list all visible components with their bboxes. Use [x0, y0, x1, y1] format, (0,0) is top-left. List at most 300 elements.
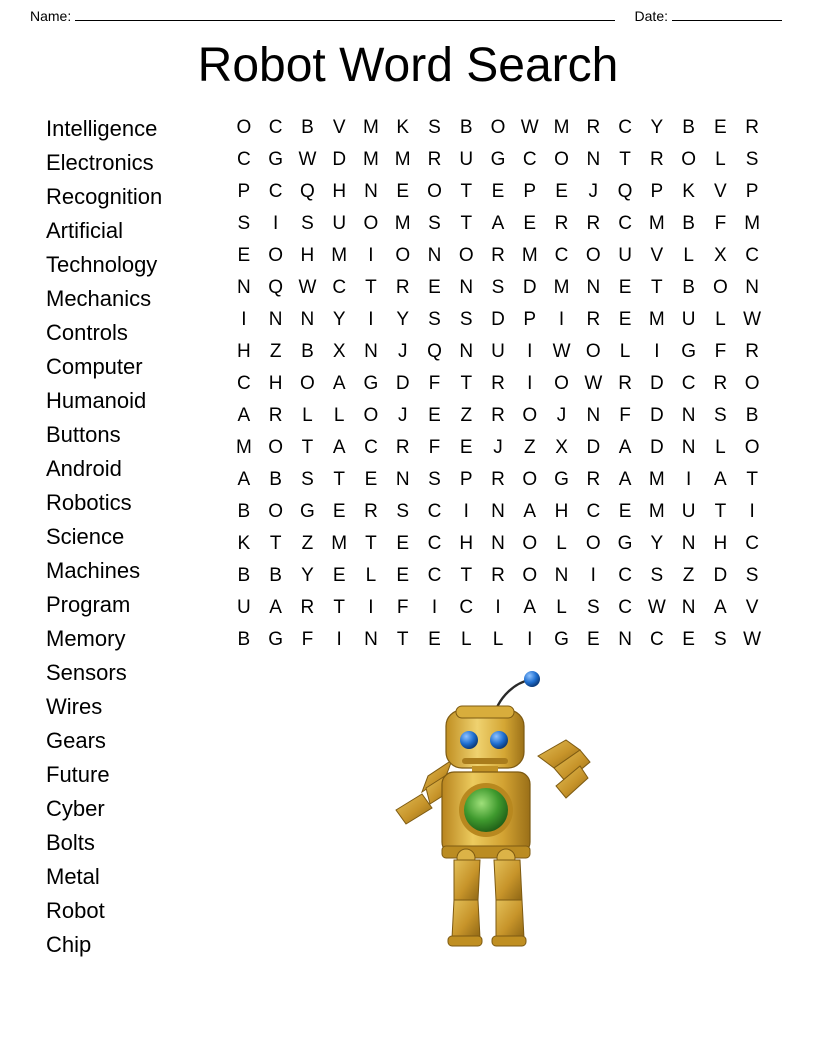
- grid-cell[interactable]: L: [460, 629, 472, 650]
- grid-cell[interactable]: D: [491, 309, 505, 330]
- grid-cell[interactable]: B: [269, 565, 282, 586]
- grid-cell[interactable]: D: [522, 277, 537, 298]
- grid-cell[interactable]: N: [681, 405, 696, 426]
- date-write-line[interactable]: [672, 20, 782, 21]
- grid-cell[interactable]: C: [745, 245, 759, 266]
- grid-cell[interactable]: V: [650, 245, 664, 266]
- grid-cell[interactable]: S: [301, 213, 314, 234]
- grid-cell[interactable]: C: [618, 117, 632, 138]
- grid-cell[interactable]: E: [364, 469, 378, 490]
- grid-cell[interactable]: O: [522, 533, 538, 554]
- grid-cell[interactable]: O: [458, 245, 474, 266]
- grid-cell[interactable]: Z: [269, 341, 282, 362]
- grid-cell[interactable]: P: [237, 181, 251, 202]
- grid-cell[interactable]: W: [584, 373, 603, 394]
- grid-cell[interactable]: E: [523, 213, 537, 234]
- grid-cell[interactable]: L: [302, 405, 313, 426]
- grid-cell[interactable]: H: [713, 533, 728, 554]
- grid-cell[interactable]: C: [364, 437, 378, 458]
- grid-cell[interactable]: S: [714, 405, 727, 426]
- grid-cell[interactable]: A: [269, 597, 282, 618]
- grid-cell[interactable]: S: [491, 277, 505, 298]
- grid-cell[interactable]: M: [648, 501, 665, 522]
- grid-cell[interactable]: P: [523, 181, 537, 202]
- grid-cell[interactable]: R: [745, 117, 759, 138]
- grid-cell[interactable]: E: [618, 501, 632, 522]
- word-list-item: Artificial: [46, 218, 124, 243]
- grid-cell[interactable]: Q: [300, 181, 315, 202]
- grid-cell[interactable]: B: [237, 565, 251, 586]
- grid-cell[interactable]: N: [364, 341, 378, 362]
- grid-cell[interactable]: V: [332, 117, 346, 138]
- grid-cell[interactable]: U: [491, 341, 505, 362]
- grid-cell[interactable]: L: [715, 309, 726, 330]
- grid-cell[interactable]: W: [298, 277, 317, 298]
- grid-cell[interactable]: I: [590, 565, 596, 586]
- grid-cell[interactable]: U: [681, 309, 696, 330]
- grid-cell[interactable]: M: [363, 117, 379, 138]
- grid-cell[interactable]: Q: [268, 277, 284, 298]
- grid-cell[interactable]: R: [364, 501, 378, 522]
- grid-cell[interactable]: O: [300, 373, 315, 394]
- grid-cell[interactable]: V: [714, 181, 727, 202]
- grid-cell[interactable]: J: [588, 181, 599, 202]
- grid-cell[interactable]: L: [619, 341, 631, 362]
- grid-cell[interactable]: O: [363, 405, 379, 426]
- grid-row: [228, 304, 768, 336]
- grid-cell[interactable]: E: [428, 629, 441, 650]
- grid-cell[interactable]: G: [363, 373, 379, 394]
- grid-cell[interactable]: O: [585, 533, 601, 554]
- grid-cell[interactable]: O: [268, 437, 284, 458]
- grid-cell[interactable]: C: [618, 565, 632, 586]
- grid-cell[interactable]: O: [585, 245, 601, 266]
- word-list-item: Robot: [46, 898, 105, 923]
- grid-cell[interactable]: A: [237, 469, 251, 490]
- grid-cell[interactable]: T: [619, 149, 631, 170]
- grid-cell[interactable]: T: [269, 533, 282, 554]
- grid-cell[interactable]: C: [332, 277, 347, 298]
- grid-cell[interactable]: E: [332, 565, 346, 586]
- grid-cell[interactable]: P: [459, 469, 473, 490]
- grid-cell[interactable]: B: [745, 405, 759, 426]
- grid-cell[interactable]: X: [555, 437, 568, 458]
- grid-cell[interactable]: Z: [301, 533, 314, 554]
- grid-cell[interactable]: R: [300, 597, 315, 618]
- grid-cell[interactable]: Z: [523, 437, 536, 458]
- grid-cell[interactable]: O: [712, 277, 728, 298]
- grid-cell[interactable]: B: [459, 117, 473, 138]
- grid-cell[interactable]: S: [745, 565, 759, 586]
- grid-cell[interactable]: C: [268, 117, 283, 138]
- grid-cell[interactable]: R: [491, 373, 505, 394]
- grid-cell[interactable]: I: [431, 597, 438, 618]
- grid-cell[interactable]: A: [332, 373, 346, 394]
- grid-cell[interactable]: W: [520, 117, 539, 138]
- grid-cell[interactable]: M: [648, 309, 665, 330]
- grid-cell[interactable]: L: [333, 405, 345, 426]
- grid-cell[interactable]: R: [491, 469, 505, 490]
- grid-cell[interactable]: X: [332, 341, 346, 362]
- grid-cell[interactable]: S: [428, 469, 441, 490]
- grid-cell[interactable]: K: [682, 181, 695, 202]
- grid-cell[interactable]: H: [459, 533, 474, 554]
- grid-cell[interactable]: O: [585, 341, 601, 362]
- grid-cell[interactable]: C: [586, 501, 601, 522]
- grid-cell[interactable]: C: [237, 149, 251, 170]
- grid-cell[interactable]: E: [459, 437, 473, 458]
- grid-cell[interactable]: I: [654, 341, 660, 362]
- grid-cell[interactable]: M: [648, 213, 665, 234]
- grid-cell[interactable]: L: [715, 149, 726, 170]
- grid-cell[interactable]: B: [682, 213, 695, 234]
- grid-cell[interactable]: L: [715, 437, 726, 458]
- grid-cell[interactable]: M: [331, 533, 348, 554]
- grid-cell[interactable]: U: [618, 245, 632, 266]
- grid-cell[interactable]: E: [491, 181, 505, 202]
- grid-cell[interactable]: O: [744, 373, 760, 394]
- grid-cell[interactable]: A: [618, 469, 632, 490]
- grid-cell[interactable]: I: [527, 373, 533, 394]
- grid-cell[interactable]: N: [459, 277, 474, 298]
- grid-cell[interactable]: F: [619, 405, 631, 426]
- grid-cell[interactable]: N: [427, 245, 442, 266]
- word-list-item: Controls: [46, 320, 128, 345]
- grid-cell[interactable]: J: [397, 341, 408, 362]
- grid-cell[interactable]: C: [745, 533, 759, 554]
- grid-cell[interactable]: I: [527, 629, 533, 650]
- grid-cell[interactable]: T: [365, 277, 377, 298]
- grid-cell[interactable]: E: [237, 245, 251, 266]
- grid-cell[interactable]: I: [527, 341, 533, 362]
- grid-cell[interactable]: G: [617, 533, 633, 554]
- grid-cell[interactable]: F: [396, 597, 409, 618]
- grid-cell[interactable]: W: [743, 309, 762, 330]
- grid-cell[interactable]: O: [363, 213, 379, 234]
- grid-cell[interactable]: O: [236, 117, 252, 138]
- grid-cell[interactable]: B: [301, 341, 314, 362]
- grid-cell[interactable]: T: [746, 469, 758, 490]
- grid-cell[interactable]: A: [714, 597, 727, 618]
- grid-cell[interactable]: M: [648, 469, 665, 490]
- grid-cell[interactable]: G: [490, 149, 506, 170]
- grid-cell[interactable]: J: [397, 405, 408, 426]
- grid-cell[interactable]: G: [268, 629, 284, 650]
- grid-cell[interactable]: U: [332, 213, 347, 234]
- grid-cell[interactable]: G: [554, 469, 569, 490]
- grid-cell[interactable]: Y: [650, 533, 664, 554]
- grid-cell[interactable]: C: [268, 181, 283, 202]
- grid-cell[interactable]: N: [681, 597, 696, 618]
- grid-cell[interactable]: M: [363, 149, 379, 170]
- grid-cell[interactable]: C: [649, 629, 664, 650]
- grid-cell[interactable]: I: [463, 501, 469, 522]
- name-write-line[interactable]: [75, 20, 614, 21]
- grid-cell[interactable]: R: [713, 373, 728, 394]
- grid-cell[interactable]: M: [744, 213, 761, 234]
- grid-cell[interactable]: S: [745, 149, 759, 170]
- grid-cell[interactable]: N: [237, 277, 251, 298]
- grid-cell[interactable]: L: [556, 533, 567, 554]
- grid-cell[interactable]: H: [237, 341, 251, 362]
- grid-cell[interactable]: O: [522, 405, 538, 426]
- grid-cell[interactable]: T: [651, 277, 663, 298]
- grid-cell[interactable]: R: [618, 373, 632, 394]
- grid-cell[interactable]: J: [493, 437, 503, 458]
- grid-cell[interactable]: E: [396, 565, 410, 586]
- grid-cell[interactable]: N: [681, 533, 696, 554]
- grid-cell[interactable]: L: [556, 597, 567, 618]
- name-date-row: [30, 2, 786, 24]
- grid-cell[interactable]: M: [521, 245, 538, 266]
- grid-cell[interactable]: E: [428, 277, 441, 298]
- grid-cell[interactable]: R: [649, 149, 664, 170]
- grid-cell[interactable]: I: [495, 597, 501, 618]
- grid-cell[interactable]: C: [681, 373, 696, 394]
- grid-cell[interactable]: T: [460, 565, 473, 586]
- grid-cell[interactable]: O: [268, 245, 284, 266]
- grid-cell[interactable]: C: [459, 597, 474, 618]
- grid-cell[interactable]: T: [333, 469, 345, 490]
- grid-cell[interactable]: D: [332, 149, 347, 170]
- grid-cell[interactable]: W: [743, 629, 762, 650]
- grid-cell[interactable]: S: [237, 213, 251, 234]
- grid-cell[interactable]: E: [396, 181, 410, 202]
- grid-cell[interactable]: D: [649, 405, 664, 426]
- grid-cell[interactable]: W: [647, 597, 666, 618]
- grid-cell[interactable]: E: [396, 533, 410, 554]
- grid-cell[interactable]: I: [368, 245, 374, 266]
- grid-cell[interactable]: U: [459, 149, 474, 170]
- word-list-item: Bolts: [46, 830, 95, 855]
- grid-cell[interactable]: B: [237, 501, 251, 522]
- grid-cell[interactable]: I: [273, 213, 279, 234]
- grid-cell[interactable]: R: [586, 469, 601, 490]
- grid-cell[interactable]: I: [336, 629, 342, 650]
- grid-cell[interactable]: N: [586, 277, 601, 298]
- grid-cell[interactable]: I: [749, 501, 755, 522]
- grid-cell[interactable]: H: [300, 245, 315, 266]
- grid-cell[interactable]: I: [241, 309, 247, 330]
- grid-cell[interactable]: N: [681, 437, 696, 458]
- grid-cell[interactable]: T: [333, 597, 345, 618]
- grid-cell[interactable]: D: [649, 373, 664, 394]
- grid-cell[interactable]: N: [491, 501, 505, 522]
- grid-cell[interactable]: M: [394, 213, 411, 234]
- grid-cell[interactable]: A: [491, 213, 505, 234]
- grid-cell[interactable]: R: [491, 565, 505, 586]
- grid-cell[interactable]: Q: [427, 341, 442, 362]
- grid-cell[interactable]: A: [332, 437, 346, 458]
- grid-cell[interactable]: C: [554, 245, 569, 266]
- grid-cell[interactable]: B: [269, 469, 282, 490]
- grid-cell[interactable]: F: [714, 341, 727, 362]
- grid-cell[interactable]: N: [745, 277, 759, 298]
- grid-cell[interactable]: E: [714, 117, 727, 138]
- grid-cell[interactable]: Y: [332, 309, 346, 330]
- grid-cell[interactable]: G: [681, 341, 696, 362]
- grid-cell[interactable]: Z: [682, 565, 695, 586]
- grid-cell[interactable]: A: [714, 469, 727, 490]
- grid-cell[interactable]: H: [268, 373, 283, 394]
- grid-cell[interactable]: C: [618, 213, 632, 234]
- grid-cell[interactable]: O: [744, 437, 760, 458]
- grid-cell[interactable]: S: [714, 629, 727, 650]
- grid-cell[interactable]: A: [523, 501, 537, 522]
- grid-cell[interactable]: I: [685, 469, 692, 490]
- grid-cell[interactable]: O: [554, 373, 569, 394]
- grid-cell[interactable]: O: [395, 245, 411, 266]
- grid-cell[interactable]: L: [492, 629, 504, 650]
- grid-cell[interactable]: O: [554, 149, 569, 170]
- grid-cell[interactable]: E: [555, 181, 568, 202]
- grid-cell[interactable]: I: [558, 309, 565, 330]
- grid-cell[interactable]: N: [586, 405, 601, 426]
- grid-cell[interactable]: R: [586, 309, 601, 330]
- grid-cell[interactable]: O: [681, 149, 696, 170]
- grid-cell[interactable]: F: [714, 213, 727, 234]
- grid-cell[interactable]: O: [490, 117, 506, 138]
- grid-cell[interactable]: N: [618, 629, 632, 650]
- grid-cell[interactable]: R: [586, 213, 601, 234]
- grid-cell[interactable]: B: [237, 629, 251, 650]
- grid-cell[interactable]: S: [586, 597, 600, 618]
- grid-cell[interactable]: W: [298, 149, 317, 170]
- grid-cell[interactable]: F: [428, 437, 441, 458]
- grid-cell[interactable]: P: [650, 181, 664, 202]
- grid-cell[interactable]: O: [522, 469, 538, 490]
- grid-cell[interactable]: E: [586, 629, 600, 650]
- grid-cell[interactable]: J: [556, 405, 567, 426]
- grid-cell[interactable]: T: [460, 181, 473, 202]
- grid-cell[interactable]: Y: [650, 117, 664, 138]
- grid-cell[interactable]: K: [237, 533, 251, 554]
- grid-cell[interactable]: T: [396, 629, 409, 650]
- grid-cell[interactable]: H: [554, 501, 569, 522]
- grid-cell[interactable]: T: [714, 501, 727, 522]
- grid-cell[interactable]: R: [491, 405, 505, 426]
- grid-cell[interactable]: S: [301, 469, 314, 490]
- word-list-item: Robotics: [46, 490, 132, 515]
- grid-cell[interactable]: O: [268, 501, 284, 522]
- grid-cell[interactable]: A: [237, 405, 251, 426]
- grid-cell[interactable]: S: [396, 501, 410, 522]
- grid-cell[interactable]: C: [522, 149, 537, 170]
- grid-cell[interactable]: S: [650, 565, 664, 586]
- grid-cell[interactable]: T: [365, 533, 377, 554]
- grid-cell[interactable]: T: [460, 373, 473, 394]
- grid-cell[interactable]: Q: [617, 181, 633, 202]
- grid-cell[interactable]: N: [364, 181, 378, 202]
- grid-cell[interactable]: C: [427, 533, 442, 554]
- grid-cell[interactable]: Z: [460, 405, 473, 426]
- grid-cell[interactable]: S: [428, 309, 441, 330]
- grid-cell[interactable]: I: [368, 597, 374, 618]
- grid-cell[interactable]: E: [618, 277, 632, 298]
- grid-cell[interactable]: A: [523, 597, 537, 618]
- grid-cell[interactable]: P: [745, 181, 759, 202]
- grid-cell[interactable]: S: [428, 213, 441, 234]
- grid-cell[interactable]: E: [332, 501, 346, 522]
- grid-cell[interactable]: T: [301, 437, 314, 458]
- grid-cell[interactable]: G: [554, 629, 569, 650]
- grid-cell[interactable]: R: [395, 437, 410, 458]
- grid-cell[interactable]: K: [396, 117, 410, 138]
- grid-cell[interactable]: N: [459, 341, 474, 362]
- grid-cell[interactable]: E: [618, 309, 632, 330]
- word-list-item: Science: [46, 524, 125, 549]
- grid-cell[interactable]: R: [554, 213, 569, 234]
- grid-cell[interactable]: M: [553, 277, 570, 298]
- grid-cell[interactable]: N: [268, 309, 283, 330]
- grid-cell[interactable]: M: [331, 245, 348, 266]
- grid-cell[interactable]: E: [428, 405, 441, 426]
- grid-cell[interactable]: F: [428, 373, 441, 394]
- grid-cell[interactable]: M: [553, 117, 570, 138]
- grid-cell[interactable]: L: [365, 565, 377, 586]
- grid-cell[interactable]: E: [682, 629, 695, 650]
- grid-cell[interactable]: S: [428, 117, 441, 138]
- grid-cell[interactable]: D: [395, 373, 410, 394]
- grid-cell[interactable]: W: [552, 341, 571, 362]
- grid-cell[interactable]: C: [427, 565, 442, 586]
- grid-cell[interactable]: L: [683, 245, 694, 266]
- grid-cell[interactable]: R: [586, 117, 601, 138]
- grid-cell[interactable]: F: [301, 629, 314, 650]
- grid-cell[interactable]: O: [427, 181, 442, 202]
- grid-cell[interactable]: Y: [396, 309, 410, 330]
- grid-cell[interactable]: B: [682, 277, 695, 298]
- grid-cell[interactable]: I: [368, 309, 374, 330]
- grid-cell[interactable]: V: [745, 597, 759, 618]
- grid-cell[interactable]: D: [713, 565, 728, 586]
- grid-cell[interactable]: N: [491, 533, 505, 554]
- grid-cell[interactable]: T: [460, 213, 473, 234]
- grid-cell[interactable]: H: [332, 181, 347, 202]
- grid-cell[interactable]: U: [681, 501, 696, 522]
- grid-cell[interactable]: R: [491, 245, 505, 266]
- grid-cell[interactable]: Y: [301, 565, 314, 586]
- grid-cell[interactable]: A: [618, 437, 632, 458]
- grid-cell[interactable]: N: [395, 469, 410, 490]
- grid-cell[interactable]: C: [427, 501, 442, 522]
- grid-cell[interactable]: M: [394, 149, 411, 170]
- grid-cell[interactable]: D: [649, 437, 664, 458]
- grid-cell[interactable]: N: [554, 565, 569, 586]
- grid-cell[interactable]: R: [745, 341, 759, 362]
- grid-cell[interactable]: X: [714, 245, 727, 266]
- grid-cell[interactable]: R: [395, 277, 410, 298]
- grid-cell[interactable]: P: [523, 309, 537, 330]
- grid-cell[interactable]: C: [618, 597, 632, 618]
- grid-cell[interactable]: S: [459, 309, 473, 330]
- word-list-item: Memory: [46, 626, 126, 651]
- grid-cell[interactable]: R: [427, 149, 442, 170]
- grid-cell[interactable]: N: [586, 149, 601, 170]
- grid-cell[interactable]: G: [300, 501, 315, 522]
- grid-cell[interactable]: D: [586, 437, 601, 458]
- grid-cell[interactable]: N: [300, 309, 315, 330]
- grid-cell[interactable]: C: [237, 373, 251, 394]
- grid-cell[interactable]: B: [301, 117, 314, 138]
- grid-cell[interactable]: U: [237, 597, 251, 618]
- grid-cell[interactable]: M: [235, 437, 252, 458]
- grid-cell[interactable]: N: [364, 629, 378, 650]
- grid-cell[interactable]: R: [268, 405, 283, 426]
- grid-cell[interactable]: B: [682, 117, 695, 138]
- grid-cell[interactable]: O: [522, 565, 538, 586]
- grid-cell[interactable]: G: [268, 149, 284, 170]
